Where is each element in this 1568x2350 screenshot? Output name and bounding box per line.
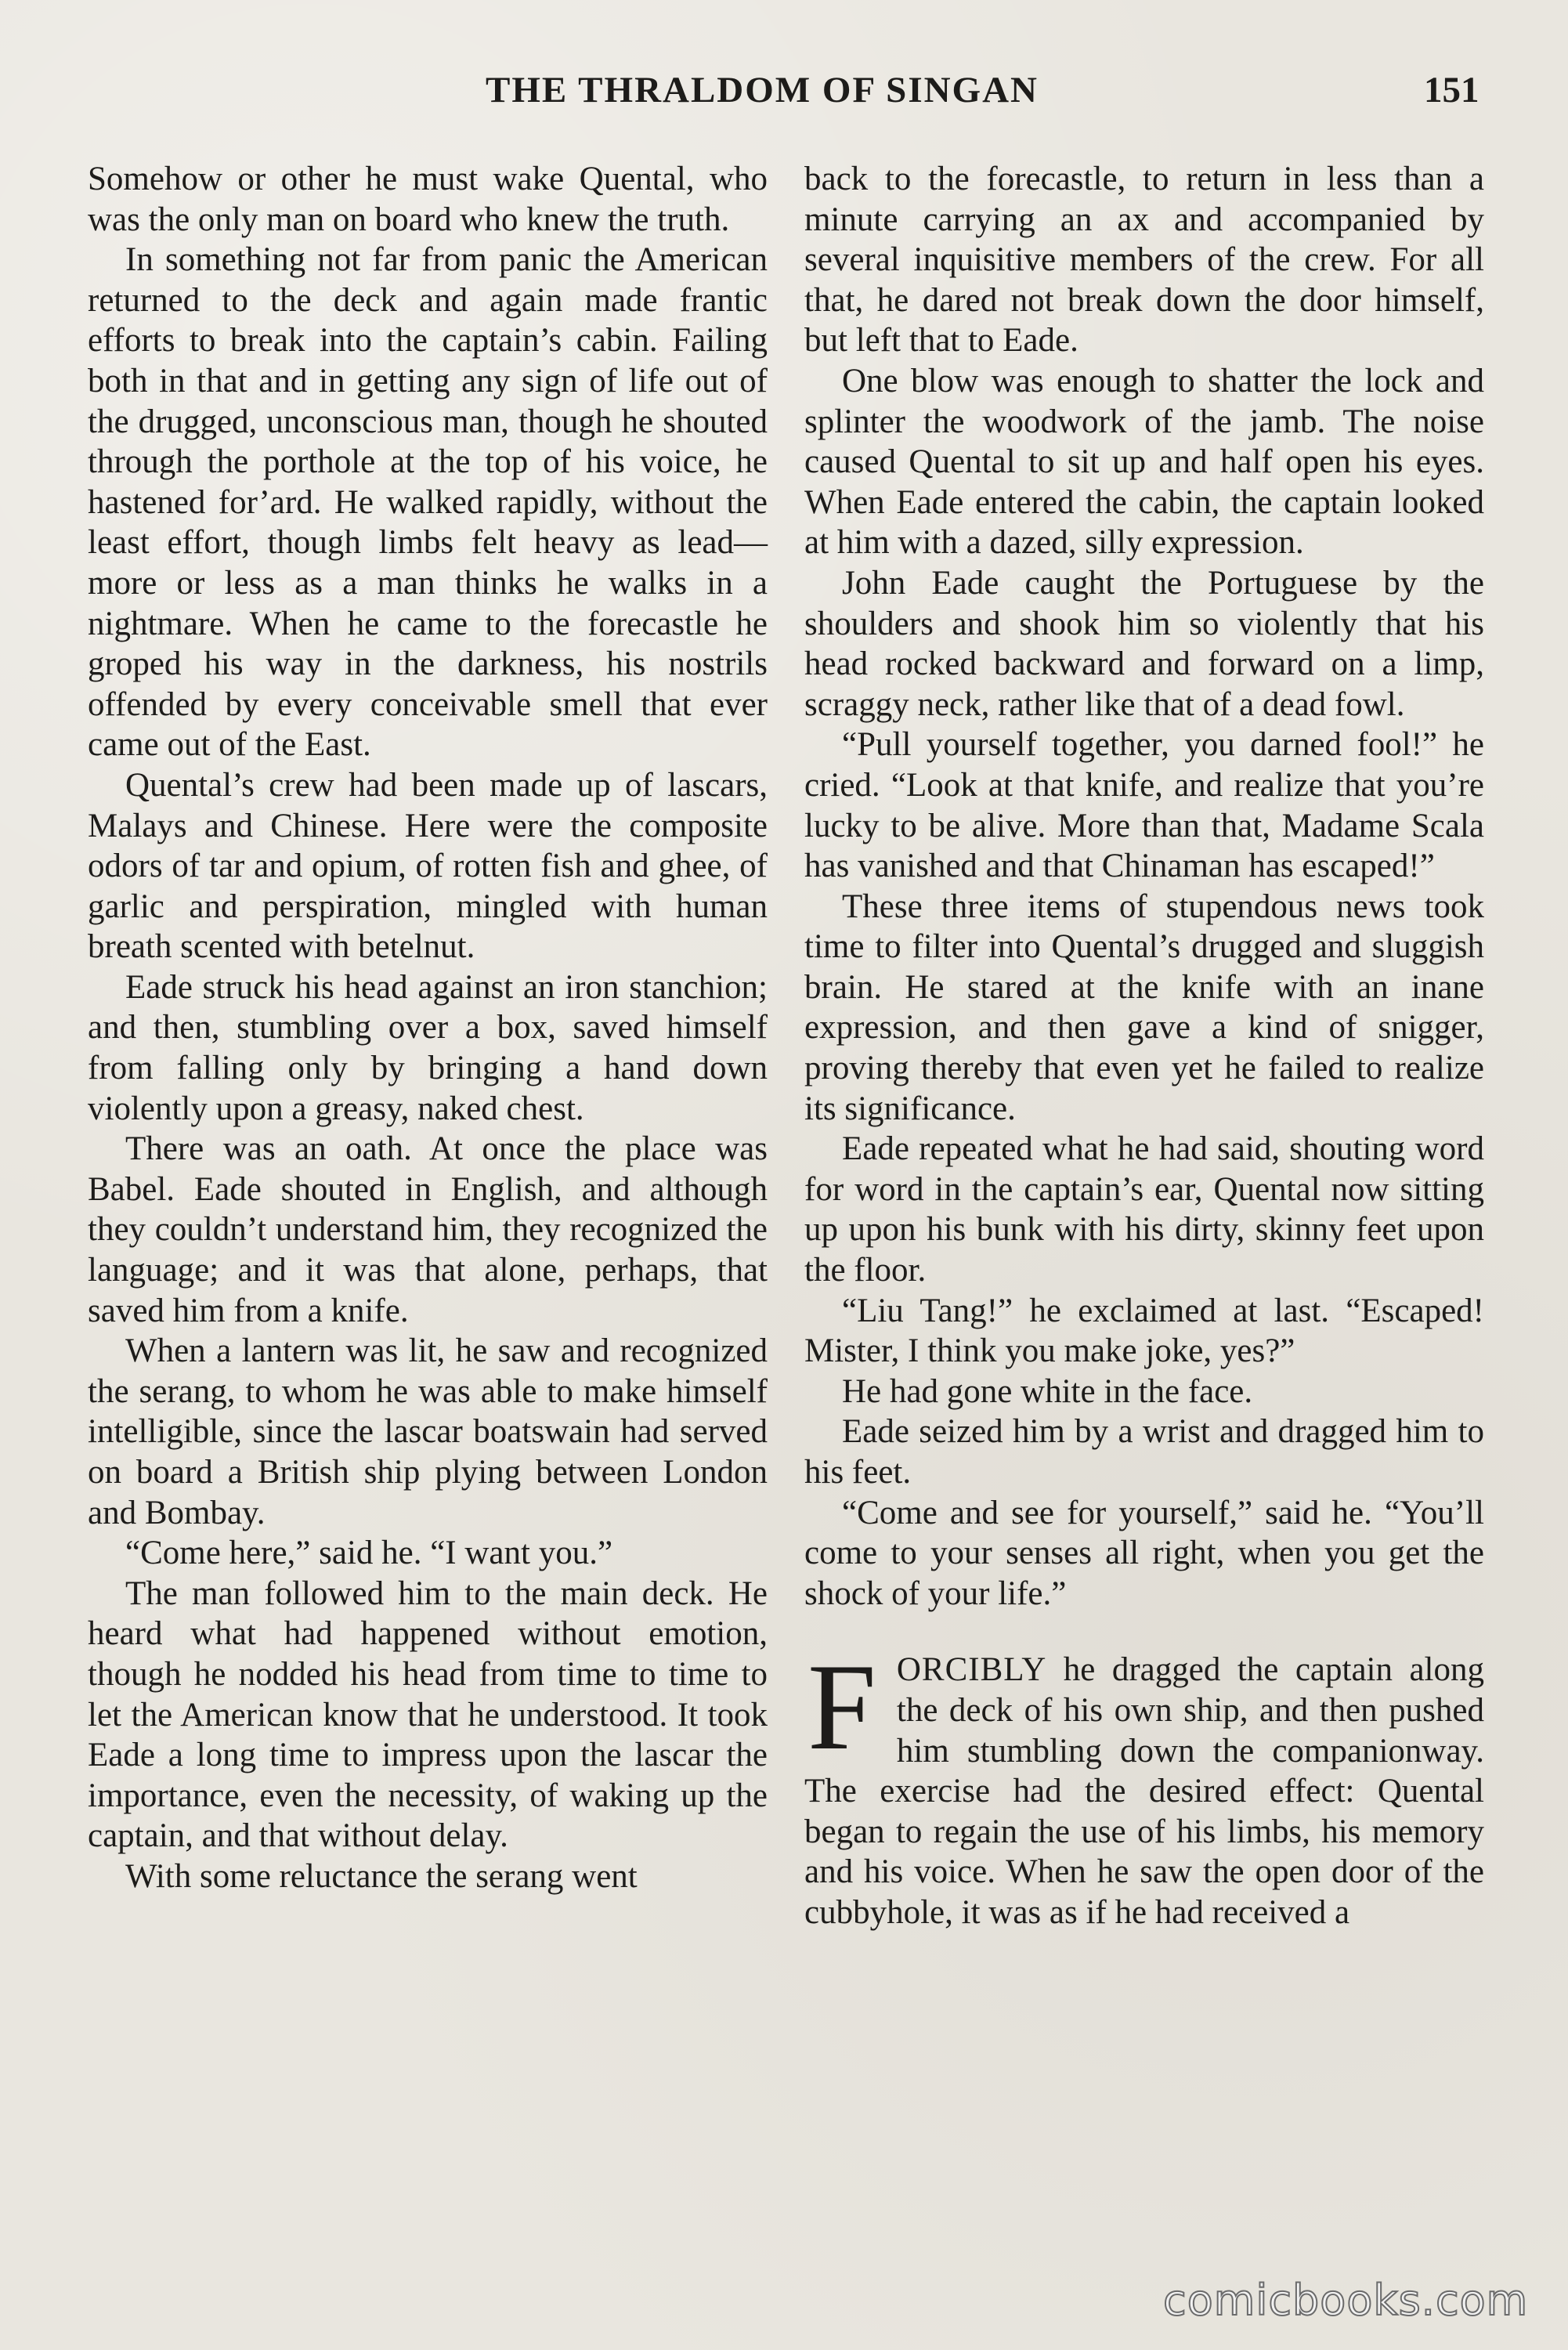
running-title: THE THRALDOM OF SINGAN — [486, 70, 1039, 110]
paragraph: “Liu Tang!” he exclaimed at last. “Escaped! Mister, I think you make joke, yes?” — [804, 1292, 1484, 1370]
paragraph: John Eade caught the Portuguese by the shoulders and shook him so violently that his head rocked backward and forward on a limp, scraggy neck, rather like that of a dead fowl. — [804, 564, 1484, 723]
page-number: 151 — [1424, 70, 1479, 110]
paragraph: Eade seized him by a wrist and dragged him to his feet. — [804, 1413, 1484, 1491]
paragraph: When a lantern was lit, he saw and recognized the serang, to whom he was able to make himself intelligible, since the lascar boatswain had served on board a British ship plying between London and Bombay. — [88, 1332, 768, 1531]
section-opening-paragraph — [804, 1639, 1484, 1932]
paragraph: There was an oath. At once the place was Babel. Eade shouted in English, and although they couldn’t understand him, they recognized the language; and it was that alone, perhaps, that saved him from a knife. — [88, 1130, 768, 1329]
paragraph: “Come and see for yourself,” said he. “You’ll come to your senses all right, when you get the shock of your life.” — [804, 1494, 1484, 1612]
paragraph: The man followed him to the main deck. He heard what had happened without emotion, though he nodded his head from time to time to let the American know that he understood. It took Eade a long time to impress upon the lascar the importance, even the necessity, of waking up the captain, and that without delay. — [88, 1574, 768, 1855]
site-watermark: comicbooks.com — [1163, 2276, 1529, 2325]
paragraph: “Come here,” said he. “I want you.” — [125, 1535, 613, 1572]
paragraph: One blow was enough to shatter the lock and splinter the woodwork of the jamb. The noise caused Quental to sit up and half open his eyes. When Eade entered the cabin, the captain looked at him with a dazed, silly expression. — [804, 362, 1484, 562]
paragraph: Eade repeated what he had said, shouting word for word in the captain’s ear, Quental now sitting up upon his bunk with his dirty, skinny feet upon the floor. — [804, 1130, 1484, 1289]
section-text: he dragged the captain along the deck of his own ship, and then pushed him stumbling down the companionway. The exercise had the desired effect: Quental began to regain the use of his limbs, his memory and his voice. When he saw the open door of the cubbyhole, it was as if he had received a — [804, 1651, 1484, 1931]
paragraph: Somehow or other he must wake Quental, who was the only man on board who knew the truth. — [88, 161, 768, 238]
paragraph: These three items of stupendous news took time to filter into Quental’s drugged and sluggish brain. He stared at the knife with an inane expression, and then gave a kind of snigger, proving thereby that even yet he failed to realize its significance. — [804, 888, 1484, 1127]
drop-cap: F — [807, 1639, 876, 1777]
left-column — [88, 159, 768, 1897]
paragraph: back to the forecastle, to return in less than a minute carrying an ax and accompanied by several inquisitive members of the crew. For all that, he dared not break down the door himself, but left that to Eade. — [804, 161, 1484, 360]
paragraph: “Pull yourself together, you darned fool!” he cried. “Look at that knife, and realize that you’re lucky to be alive. More than that, Madame Scala has vanished and that Chinaman has escaped!” — [804, 726, 1484, 885]
paragraph: Quental’s crew had been made up of lascars, Malays and Chinese. Here were the composite odors of tar and opium, of rotten fish and ghee, of garlic and perspiration, mingled with human breath scented with betelnut. — [88, 766, 768, 966]
paragraph: In something not far from panic the American returned to the deck and again made frantic efforts to break into the captain’s cabin. Failing both in that and in getting any sign of life out of the drugged, unconscious man, though he shouted through the porthole at the top of his voice, he hastened for’ard. He walked rapidly, without the least effort, though limbs felt heavy as lead—more or less as a man thinks he walks in a nightmare. When he came to the forecastle he groped his way in the darkness, his nostrils offended by every conceivable smell that ever came out of the East. — [88, 241, 768, 764]
paragraph: With some reluctance the serang went — [125, 1857, 638, 1895]
lead-word: ORCIBLY — [896, 1651, 1047, 1689]
right-column — [804, 159, 1484, 1933]
paragraph: Eade struck his head against an iron stanchion; and then, stumbling over a box, saved himself from falling only by bringing a hand down violently upon a greasy, naked chest. — [88, 968, 768, 1127]
paragraph: He had gone white in the face. — [842, 1372, 1253, 1410]
running-head — [0, 69, 1568, 124]
